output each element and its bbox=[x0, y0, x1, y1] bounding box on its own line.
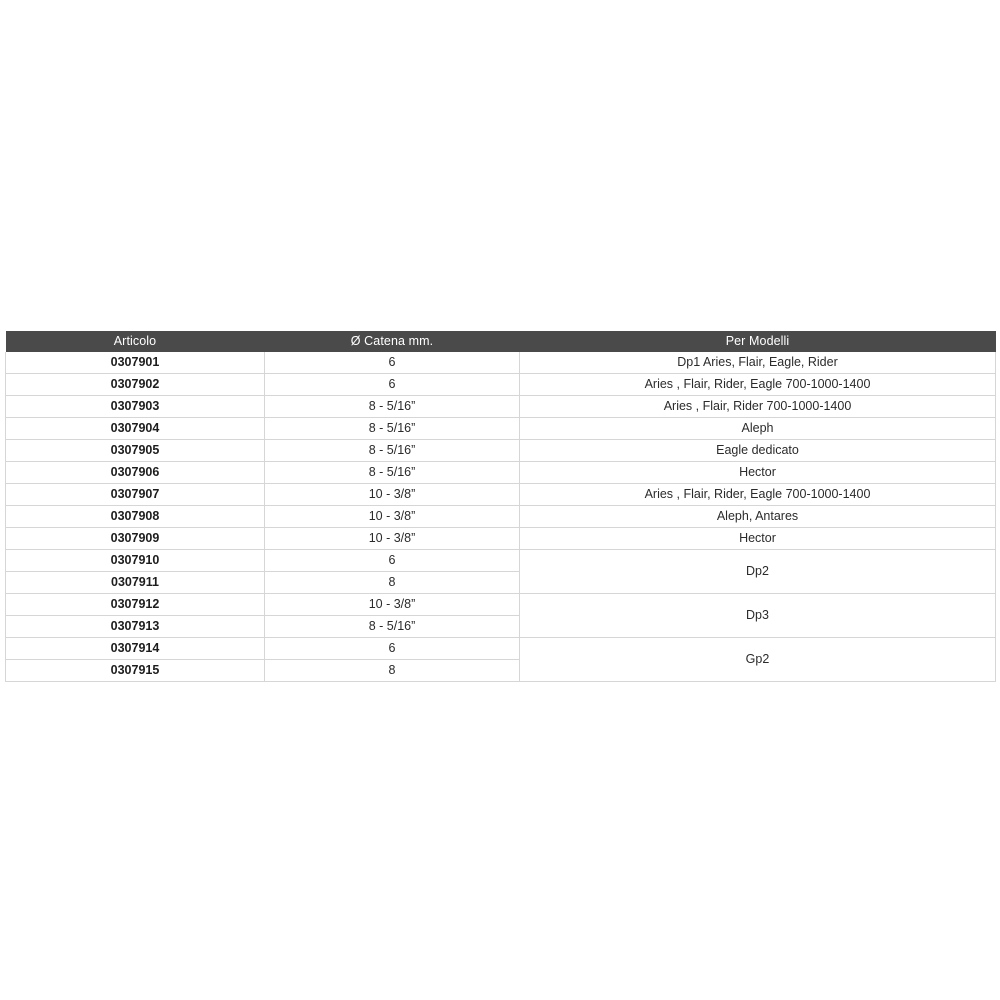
table-row bbox=[6, 528, 996, 550]
column-header-modelli: Per Modelli bbox=[520, 331, 996, 352]
table-row bbox=[6, 506, 996, 528]
cell-modelli: Aleph, Antares bbox=[520, 506, 996, 528]
cell-catena: 10 - 3/8” bbox=[265, 528, 520, 550]
cell-articolo: 0307913 bbox=[6, 616, 265, 638]
cell-catena: 6 bbox=[265, 352, 520, 374]
cell-catena: 6 bbox=[265, 374, 520, 396]
table-row bbox=[6, 352, 996, 374]
cell-catena: 6 bbox=[265, 550, 520, 572]
cell-articolo: 0307909 bbox=[6, 528, 265, 550]
cell-modelli: Eagle dedicato bbox=[520, 440, 996, 462]
cell-catena: 8 - 5/16” bbox=[265, 462, 520, 484]
cell-catena: 6 bbox=[265, 638, 520, 660]
cell-modelli: Hector bbox=[520, 528, 996, 550]
cell-catena: 8 - 5/16” bbox=[265, 440, 520, 462]
cell-articolo: 0307903 bbox=[6, 396, 265, 418]
table-row bbox=[6, 374, 996, 396]
cell-modelli: Dp3 bbox=[520, 594, 996, 638]
cell-catena: 10 - 3/8” bbox=[265, 484, 520, 506]
cell-modelli: Aleph bbox=[520, 418, 996, 440]
table-header bbox=[6, 331, 996, 352]
cell-modelli: Aries , Flair, Rider, Eagle 700-1000-1400 bbox=[520, 484, 996, 506]
column-header-articolo: Articolo bbox=[6, 331, 265, 352]
table-row bbox=[6, 418, 996, 440]
specifications-table-container bbox=[5, 331, 995, 682]
cell-catena: 8 bbox=[265, 572, 520, 594]
cell-articolo: 0307910 bbox=[6, 550, 265, 572]
cell-modelli: Aries , Flair, Rider, Eagle 700-1000-1400 bbox=[520, 374, 996, 396]
table-header-row bbox=[6, 331, 996, 352]
cell-articolo: 0307907 bbox=[6, 484, 265, 506]
cell-modelli: Dp2 bbox=[520, 550, 996, 594]
cell-catena: 10 - 3/8” bbox=[265, 506, 520, 528]
cell-articolo: 0307906 bbox=[6, 462, 265, 484]
cell-catena: 8 bbox=[265, 660, 520, 682]
table-row bbox=[6, 484, 996, 506]
table-body bbox=[6, 352, 996, 682]
cell-modelli: Dp1 Aries, Flair, Eagle, Rider bbox=[520, 352, 996, 374]
cell-modelli: Aries , Flair, Rider 700-1000-1400 bbox=[520, 396, 996, 418]
cell-articolo: 0307914 bbox=[6, 638, 265, 660]
cell-modelli: Gp2 bbox=[520, 638, 996, 682]
cell-catena: 8 - 5/16” bbox=[265, 418, 520, 440]
specifications-table bbox=[5, 331, 996, 682]
cell-articolo: 0307904 bbox=[6, 418, 265, 440]
cell-catena: 8 - 5/16” bbox=[265, 396, 520, 418]
cell-modelli: Hector bbox=[520, 462, 996, 484]
cell-articolo: 0307911 bbox=[6, 572, 265, 594]
table-row bbox=[6, 396, 996, 418]
column-header-catena: Ø Catena mm. bbox=[265, 331, 520, 352]
cell-articolo: 0307902 bbox=[6, 374, 265, 396]
table-row bbox=[6, 462, 996, 484]
cell-catena: 8 - 5/16” bbox=[265, 616, 520, 638]
table-row bbox=[6, 440, 996, 462]
cell-articolo: 0307908 bbox=[6, 506, 265, 528]
table-row bbox=[6, 638, 996, 660]
table-row bbox=[6, 594, 996, 616]
cell-catena: 10 - 3/8” bbox=[265, 594, 520, 616]
table-row bbox=[6, 550, 996, 572]
cell-articolo: 0307912 bbox=[6, 594, 265, 616]
cell-articolo: 0307915 bbox=[6, 660, 265, 682]
cell-articolo: 0307905 bbox=[6, 440, 265, 462]
cell-articolo: 0307901 bbox=[6, 352, 265, 374]
